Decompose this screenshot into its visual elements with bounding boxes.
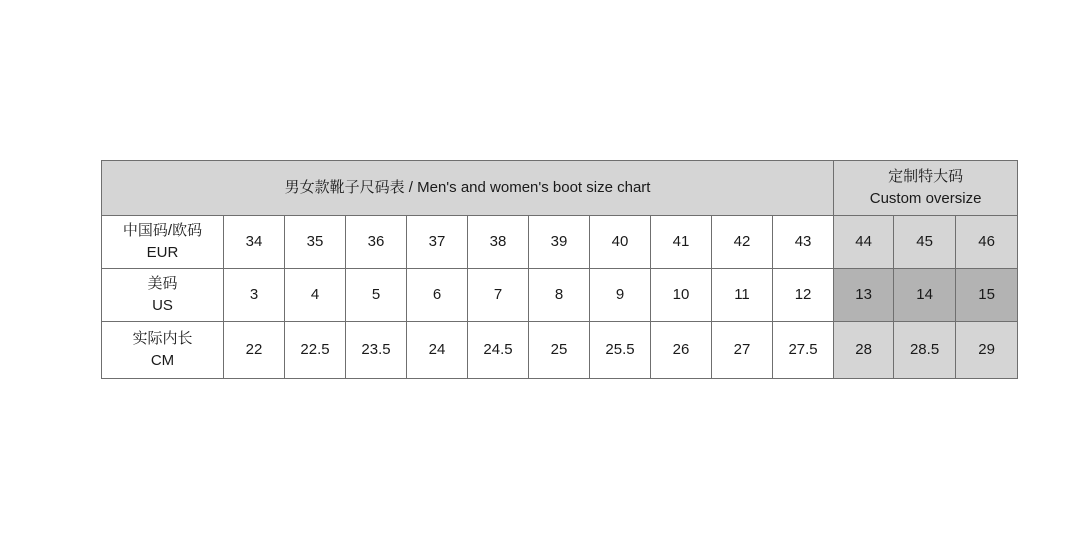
cell-us-13: 15 [956,269,1018,322]
cell-cm-5: 24.5 [468,322,529,379]
cell-cm-11: 28 [834,322,894,379]
table-row [102,216,1018,269]
row-label-us [102,269,224,322]
cell-eur-9: 42 [712,216,773,269]
row-label-cm-en: CM [150,352,175,369]
cell-cm-8: 26 [651,322,712,379]
cell-us-2: 4 [285,269,346,322]
cell-us-7: 9 [590,269,651,322]
cell-eur-7: 40 [590,216,651,269]
cell-eur-12: 45 [894,216,956,269]
row-label-eur-cn: 中国码/欧码 [122,222,203,240]
cell-cm-4: 24 [407,322,468,379]
cell-us-9: 11 [712,269,773,322]
cell-eur-6: 39 [529,216,590,269]
cell-us-10: 12 [773,269,834,322]
custom-oversize-header [834,161,1018,216]
table-header-row [102,161,1018,216]
size-chart-container [101,160,995,379]
cell-us-1: 3 [224,269,285,322]
chart-title: 男女款靴子尺码表 / Men's and women's boot size chart [102,161,834,216]
table-row [102,322,1018,379]
cell-eur-10: 43 [773,216,834,269]
row-label-eur-en: EUR [146,244,179,261]
cell-eur-1: 34 [224,216,285,269]
cell-cm-3: 23.5 [346,322,407,379]
cell-eur-11: 44 [834,216,894,269]
cell-us-4: 6 [407,269,468,322]
cell-us-5: 7 [468,269,529,322]
row-label-us-en: US [152,297,173,314]
cell-us-12: 14 [894,269,956,322]
cell-cm-10: 27.5 [773,322,834,379]
cell-cm-6: 25 [529,322,590,379]
cell-us-3: 5 [346,269,407,322]
row-label-us-cn: 美码 [147,275,178,293]
cell-cm-12: 28.5 [894,322,956,379]
cell-eur-3: 36 [346,216,407,269]
cell-us-6: 8 [529,269,590,322]
row-label-cm-cn: 实际内长 [132,330,193,348]
custom-oversize-label-en: Custom oversize [869,190,982,207]
cell-cm-2: 22.5 [285,322,346,379]
cell-cm-13: 29 [956,322,1018,379]
cell-cm-1: 22 [224,322,285,379]
cell-us-8: 10 [651,269,712,322]
cell-eur-13: 46 [956,216,1018,269]
cell-cm-7: 25.5 [590,322,651,379]
cell-eur-2: 35 [285,216,346,269]
cell-eur-5: 38 [468,216,529,269]
cell-cm-9: 27 [712,322,773,379]
cell-us-11: 13 [834,269,894,322]
cell-eur-4: 37 [407,216,468,269]
cell-eur-8: 41 [651,216,712,269]
row-label-cm [102,322,224,379]
custom-oversize-label-cn: 定制特大码 [888,168,964,186]
table-row [102,269,1018,322]
boot-size-chart-table [101,160,1018,379]
row-label-eur [102,216,224,269]
